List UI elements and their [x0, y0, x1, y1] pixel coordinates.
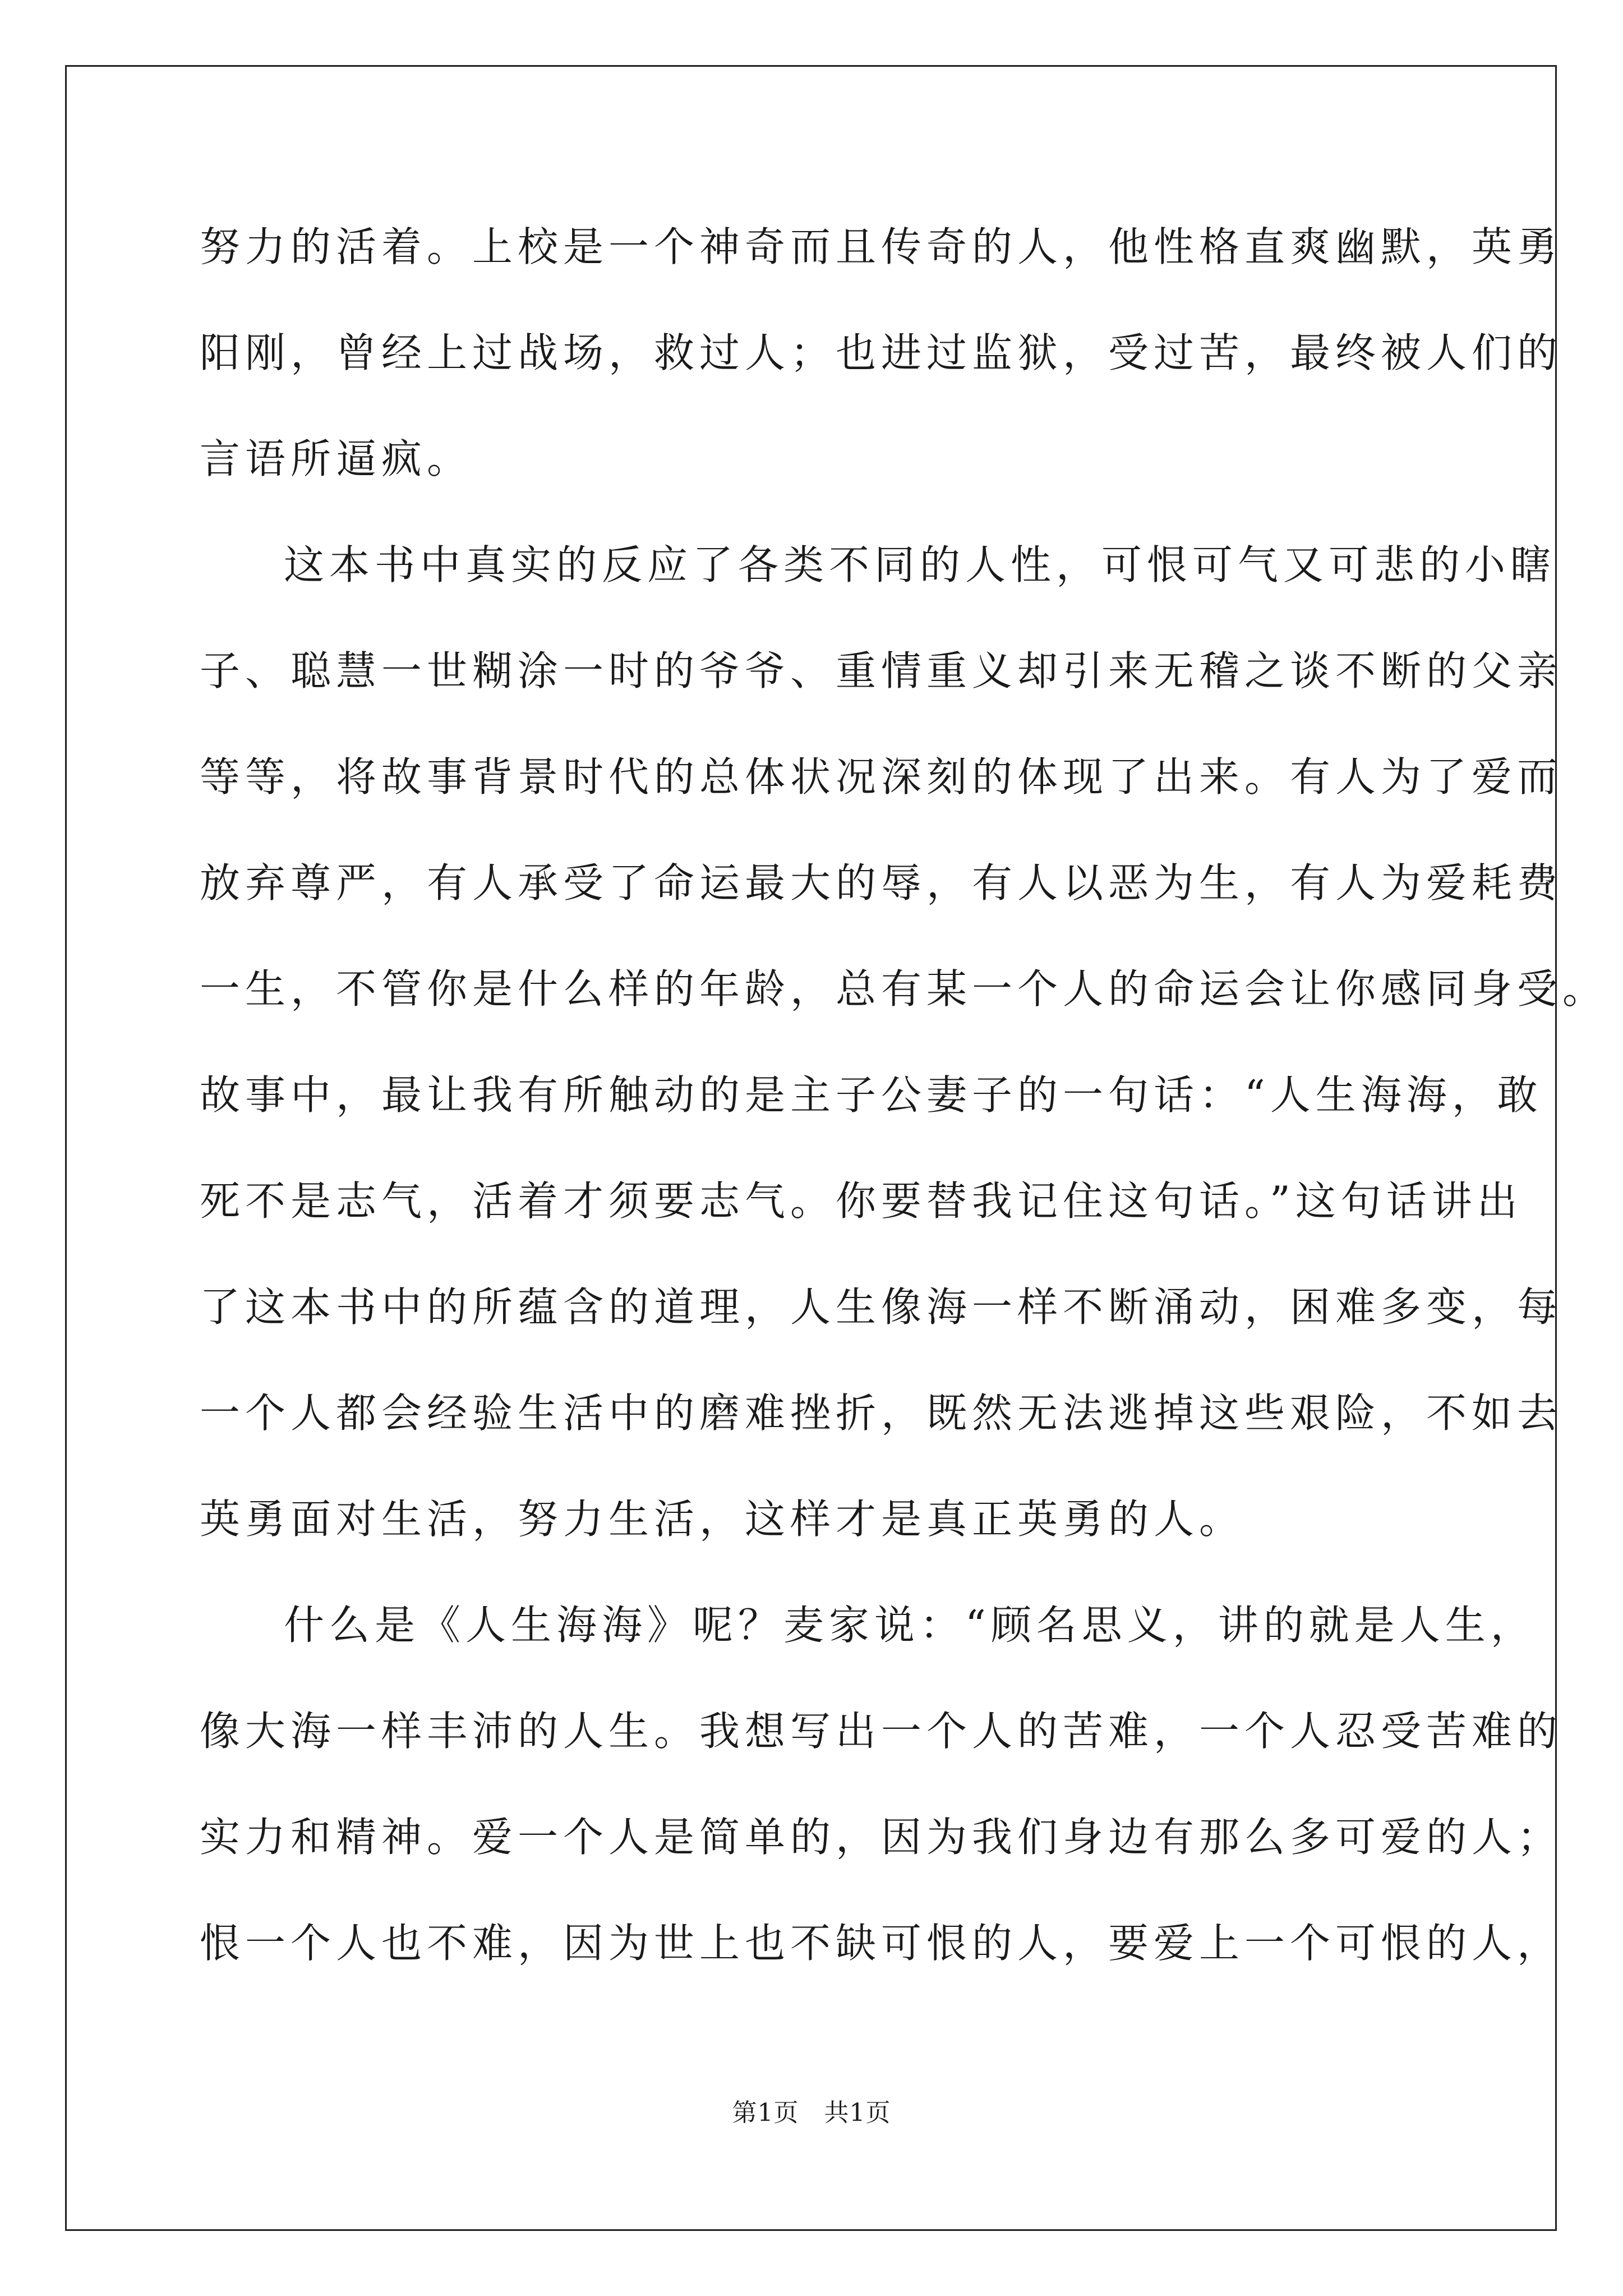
- page-number-footer: 第1页 共1页: [732, 2099, 891, 2127]
- paragraph-first-line: 这本书中真实的反应了各类不同的人性，可恨可气又可悲的小瞎: [284, 541, 1556, 588]
- text-line: 一生，不管你是什么样的年龄，总有某一个人的命运会让你感同身受。: [200, 965, 1608, 1013]
- text-line: 言语所逼疯。: [200, 435, 473, 482]
- text-line: 了这本书中的所蕴含的道理，人生像海一样不断涌动，困难多变，每: [200, 1283, 1563, 1331]
- text-line: 恨一个人也不难，因为世上也不缺可恨的人，要爱上一个可恨的人，: [200, 1920, 1563, 1967]
- text-line: 子、聪慧一世糊涂一时的爷爷、重情重义却引来无稽之谈不断的父亲: [200, 647, 1563, 694]
- text-line: 一个人都会经验生活中的磨难挫折，既然无法逃掉这些艰险，不如去: [200, 1389, 1563, 1437]
- text-line: 阳刚，曾经上过战场，救过人；也进过监狱，受过苦，最终被人们的: [200, 329, 1563, 376]
- paragraph-first-line: 什么是《人生海海》呢？麦家说：“顾名思义，讲的就是人生，: [284, 1602, 1536, 1649]
- text-line: 放弃尊严，有人承受了命运最大的辱，有人以恶为生，有人为爱耗费: [200, 859, 1563, 907]
- text-line: 努力的活着。上校是一个神奇而且传奇的人，他性格直爽幽默，英勇: [200, 223, 1563, 270]
- text-line: 等等，将故事背景时代的总体状况深刻的体现了出来。有人为了爱而: [200, 753, 1563, 800]
- text-line: 英勇面对生活，努力生活，这样才是真正英勇的人。: [200, 1496, 1245, 1543]
- document-body: [200, 219, 1608, 2021]
- text-line: 实力和精神。爱一个人是简单的，因为我们身边有那么多可爱的人；: [200, 1814, 1563, 1861]
- text-line: 像大海一样丰沛的人生。我想写出一个人的苦难，一个人忍受苦难的: [200, 1708, 1563, 1755]
- text-line: 故事中，最让我有所触动的是主子公妻子的一句话：“人生海海，敢: [200, 1071, 1543, 1119]
- text-line: 死不是志气，活着才须要志气。你要替我记住这句话。”这句话讲出: [200, 1177, 1523, 1225]
